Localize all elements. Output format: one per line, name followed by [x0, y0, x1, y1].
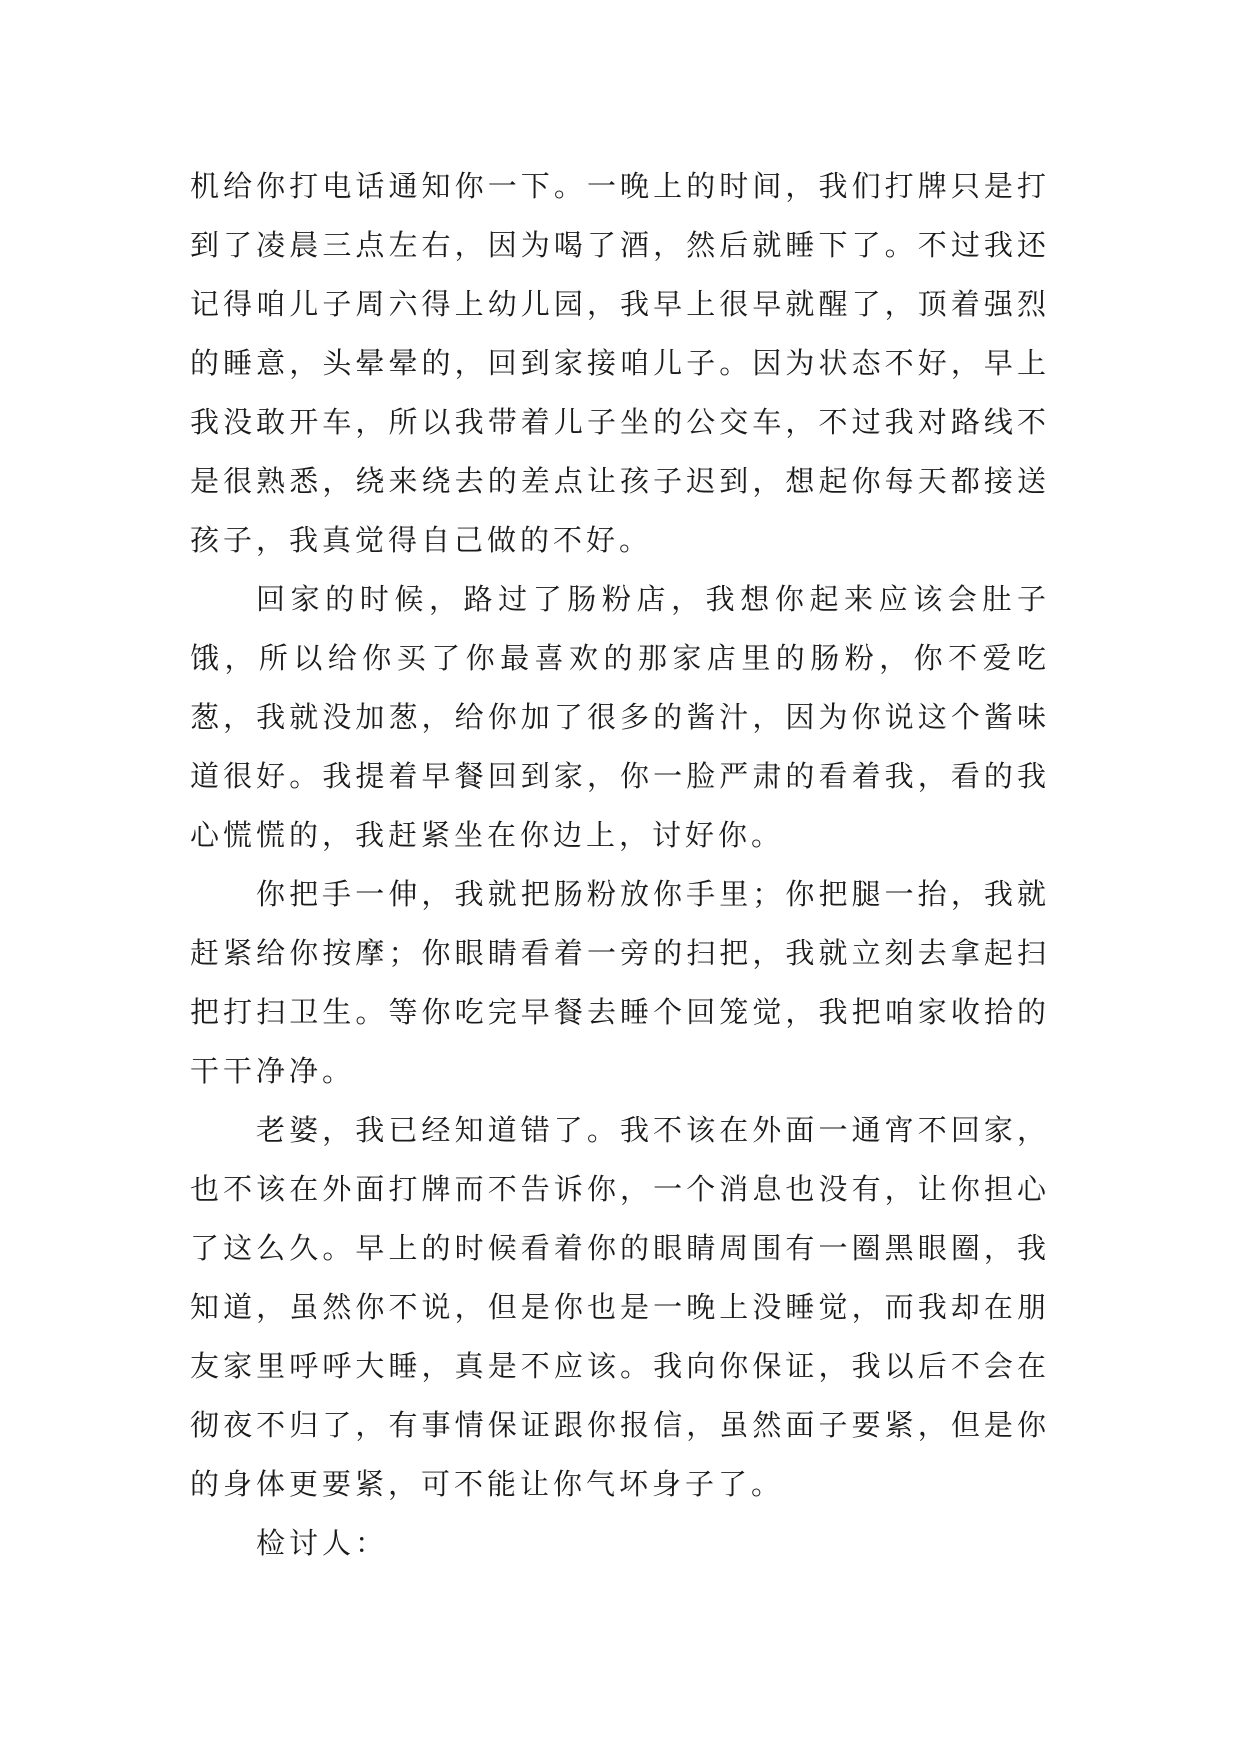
paragraph-3: 你把手一伸，我就把肠粉放你手里；你把腿一抬，我就赶紧给你按摩；你眼睛看着一旁的扫把，我就立刻去拿起扫把打扫卫生。等你吃完早餐去睡个回笼觉，我把咱家收拾的干干净净。	[190, 877, 1050, 1088]
paragraph-1: 机给你打电话通知你一下。一晚上的时间，我们打牌只是打到了凌晨三点左右，因为喝了酒，然后就睡下了。不过我还记得咱儿子周六得上幼儿园，我早上很早就醒了，顶着强烈的睡意，头晕晕的，回到家接咱儿子。因为状态不好，早上我没敢开车，所以我带着儿子坐的公交车，不过我对路线不是很熟悉，绕来绕去的差点让孩子迟到，想起你每天都接送孩子，我真觉得自己做的不好。	[190, 169, 1050, 557]
paragraph-4: 老婆，我已经知道错了。我不该在外面一通宵不回家，也不该在外面打牌而不告诉你，一个消息也没有，让你担心了这么久。早上的时候看着你的眼睛周围有一圈黑眼圈，我知道，虽然你不说，但是你也是一晚上没睡觉，而我却在朋友家里呼呼大睡，真是不应该。我向你保证，我以后不会在彻夜不归了，有事情保证跟你报信，虽然面子要紧，但是你的身体更要紧，可不能让你气坏身子了。	[190, 1113, 1050, 1501]
document-body	[190, 157, 1050, 1573]
paragraph-2: 回家的时候，路过了肠粉店，我想你起来应该会肚子饿，所以给你买了你最喜欢的那家店里的肠粉，你不爱吃葱，我就没加葱，给你加了很多的酱汁，因为你说这个酱味道很好。我提着早餐回到家，你一脸严肃的看着我，看的我心慌慌的，我赶紧坐在你边上，讨好你。	[190, 582, 1050, 852]
signature-label: 检讨人：	[256, 1526, 389, 1560]
